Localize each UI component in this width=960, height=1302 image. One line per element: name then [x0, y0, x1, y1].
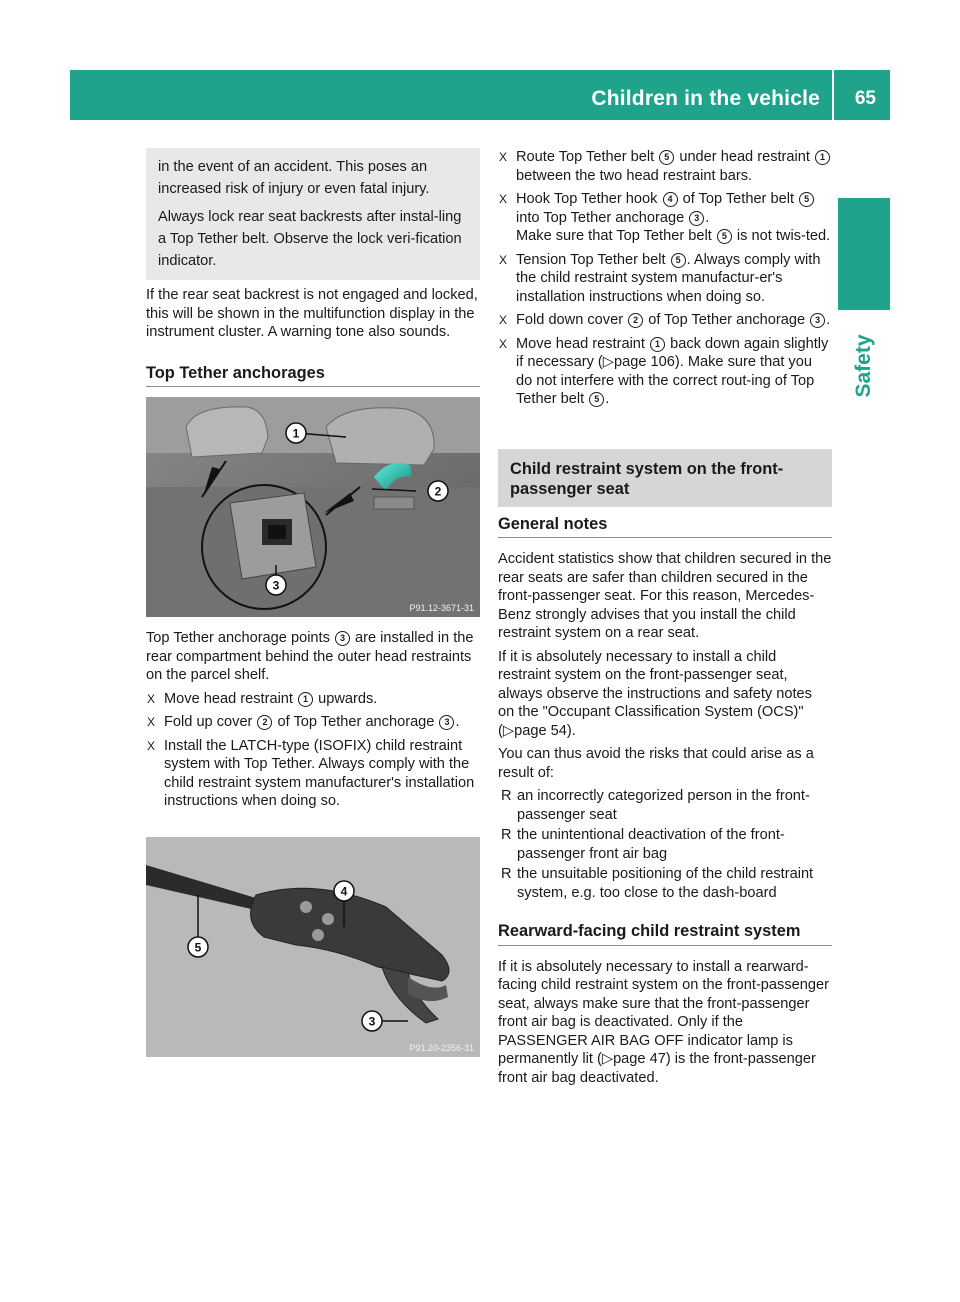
callout-1: 1: [292, 426, 300, 441]
callout-2: 2: [434, 484, 442, 499]
instruction-step: X Hook Top Tether hook 4 of Top Tether belt 5 into Top Tether anchorage 3 . Make sure that Top Tether belt 5 is not twis-ted.: [499, 191, 831, 244]
right-column: [498, 148, 832, 1092]
side-tab-label: Safety: [852, 334, 875, 398]
figure-tether-hook: [146, 837, 480, 1057]
page-ref-icon: ▷: [601, 1051, 614, 1067]
instruction-step: X Fold up cover 2 of Top Tether anchorage 3 .: [147, 714, 460, 730]
side-tab-marker: [838, 198, 890, 310]
instruction-step: X Move head restraint 1 upwards.: [147, 690, 378, 707]
header-divider: [832, 70, 834, 120]
section-heading: General notes: [498, 515, 832, 539]
section-heading: Rearward-facing child restraint system: [498, 922, 832, 946]
page-ref-icon: ▷: [602, 354, 615, 370]
callout-4: 4: [340, 884, 348, 898]
section-title: Child restraint system on the front-passenger seat: [498, 449, 832, 507]
warning-text: Always lock rear seat backrests after instal-ling a Top Tether belt. Observe the lock veri-fication indicator.: [158, 209, 462, 269]
instruction-step: X Install the LATCH-type (ISOFIX) child restraint system with Top Tether. Always comply with the child restraint system manufacturer's installation instructions when doing so.: [147, 737, 475, 809]
warning-box: [146, 148, 480, 280]
callout-3: 3: [272, 578, 280, 593]
list-item: R an incorrectly categorized person in the front-passenger seat: [501, 788, 810, 823]
paragraph: If the rear seat backrest is not engaged and locked, this will be shown in the multifunction display in the instrument cluster. A warning tone also sounds.: [146, 287, 478, 340]
figure-code: P91.12-3671-31: [409, 603, 474, 613]
paragraph: If it is absolutely necessary to install a child restraint system on the front-passenger seat, always observe the instructions and safety notes on the "Occupant Classification System (OCS)" (▷page 54).: [498, 648, 812, 739]
callout-5: 5: [194, 940, 202, 954]
paragraph: Accident statistics show that children secured in the rear seats are safer than children secured in the front-passenger seat. For this reason, Mercedes-Benz strongly advises that you install the child restraint system on a rear seat.: [498, 551, 832, 641]
paragraph: Top Tether anchorage points 3 are installed in the rear compartment behind the outer head restraints on the parcel shelf.: [146, 630, 474, 683]
instruction-step: X Tension Top Tether belt 5 . Always comply with the child restraint system manufactur-er's installation instructions when doing so.: [499, 251, 821, 305]
instruction-step: X Move head restraint 1 back down again slightly if necessary (▷page 106). Make sure that you do not interfere with the correct rout-ing of Top Tether belt 5 .: [499, 335, 829, 407]
callout-3: 3: [368, 1014, 376, 1028]
page-ref-icon: ▷: [502, 722, 515, 739]
page-number: 65: [854, 88, 876, 109]
chapter-title: Children in the vehicle: [591, 87, 820, 110]
list-item: R the unsuitable positioning of the child restraint system, e.g. too close to the dash-board: [501, 866, 814, 901]
paragraph: You can thus avoid the risks that could arise as a result of:: [498, 746, 814, 781]
instruction-step: X Route Top Tether belt 5 under head restraint 1 between the two head restraint bars.: [498, 148, 832, 185]
left-column: [146, 148, 480, 1069]
list-item: R the unintentional deactivation of the front-passenger front air bag: [501, 827, 785, 862]
figure-seat-anchorage: [146, 397, 480, 617]
warning-text: in the event of an accident. This poses an increased risk of injury or even fatal injury.: [158, 159, 430, 197]
figure-code: P91.20-2356-31: [409, 1042, 474, 1053]
paragraph: If it is absolutely necessary to install a rearward-facing child restraint system on the front-passenger seat, always make sure that the front-passenger front air bag is deactivated. Only if the PASSENGER AIR BAG OFF indicator lamp is permanently lit (▷page 47) is the front-passenger front air bag deactivated.: [498, 958, 829, 1086]
instruction-step: X Fold down cover 2 of Top Tether anchorage 3 .: [499, 312, 831, 328]
page-header: [70, 70, 890, 120]
section-heading: Top Tether anchorages: [146, 364, 480, 388]
